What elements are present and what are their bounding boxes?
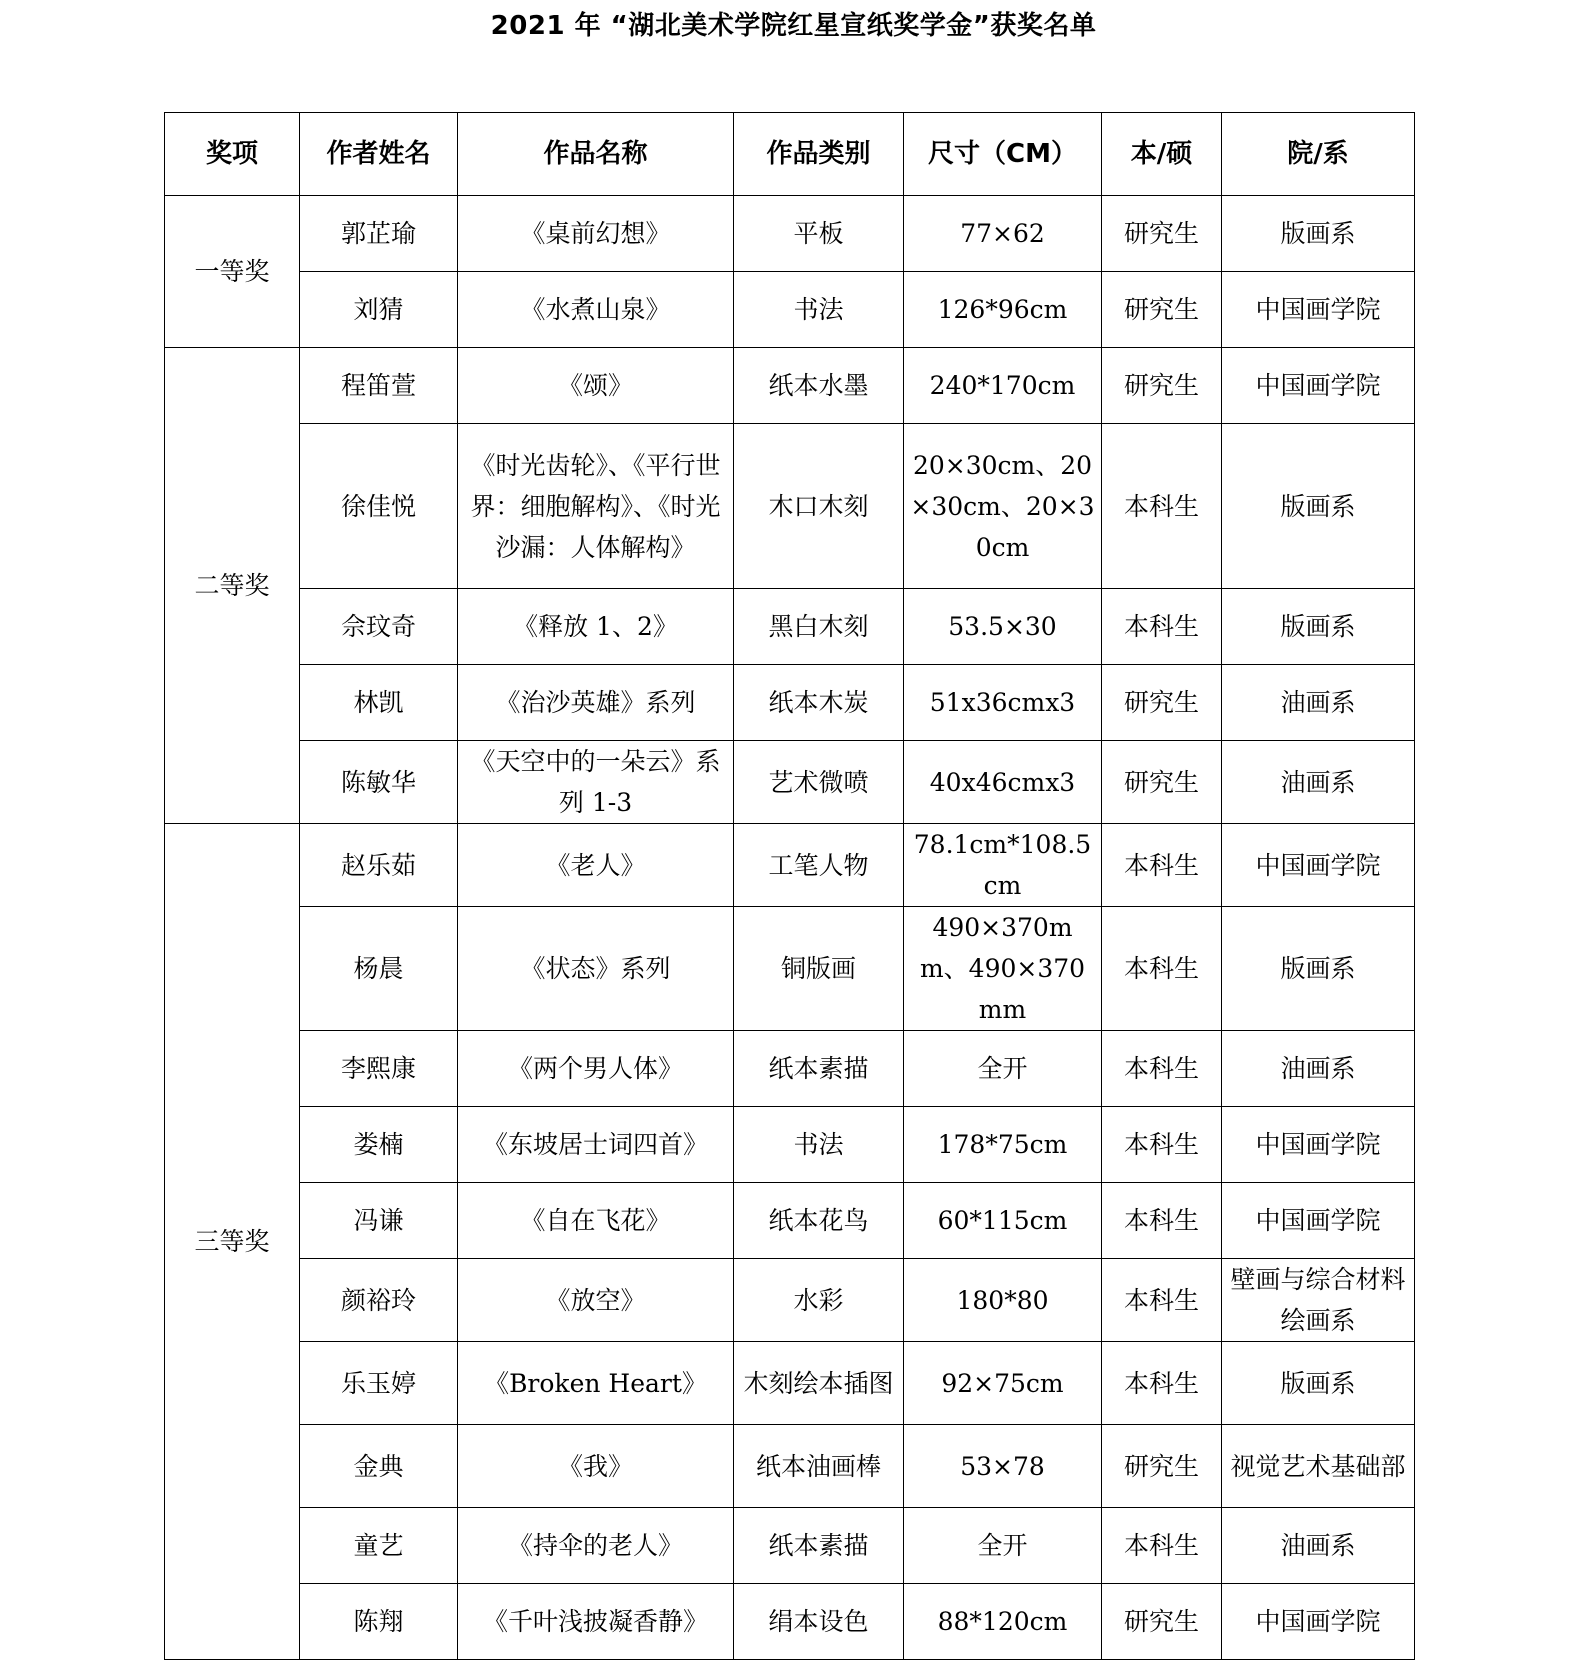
work-title-cell: 《我》 — [458, 1425, 734, 1508]
department-cell: 版画系 — [1222, 589, 1415, 665]
author-name-cell: 赵乐茹 — [300, 824, 458, 907]
degree-level-cell: 研究生 — [1102, 348, 1222, 424]
department-cell: 版画系 — [1222, 907, 1415, 1031]
size-cell: 180*80 — [904, 1259, 1102, 1342]
header-work-category: 作品类别 — [734, 113, 904, 196]
degree-level-cell: 本科生 — [1102, 1259, 1222, 1342]
work-category-cell: 纸本油画棒 — [734, 1425, 904, 1508]
degree-level-cell: 本科生 — [1102, 1508, 1222, 1584]
size-cell: 126*96cm — [904, 272, 1102, 348]
degree-level-cell: 本科生 — [1102, 589, 1222, 665]
work-category-cell: 书法 — [734, 272, 904, 348]
department-cell: 版画系 — [1222, 1342, 1415, 1425]
table-header-row — [165, 113, 1415, 196]
department-cell: 版画系 — [1222, 196, 1415, 272]
size-cell: 88*120cm — [904, 1584, 1102, 1660]
author-name-cell: 颜裕玲 — [300, 1259, 458, 1342]
size-cell: 240*170cm — [904, 348, 1102, 424]
work-category-cell: 水彩 — [734, 1259, 904, 1342]
table-row — [165, 589, 1415, 665]
author-name-cell: 徐佳悦 — [300, 424, 458, 589]
size-cell: 40x46cmx3 — [904, 741, 1102, 824]
work-title-cell: 《Broken Heart》 — [458, 1342, 734, 1425]
work-category-cell: 木刻绘本插图 — [734, 1342, 904, 1425]
award-level-cell: 三等奖 — [165, 824, 300, 1660]
table-row — [165, 272, 1415, 348]
department-cell: 壁画与综合材料绘画系 — [1222, 1259, 1415, 1342]
table-row — [165, 741, 1415, 824]
work-title-cell: 《水煮山泉》 — [458, 272, 734, 348]
header-author-name: 作者姓名 — [300, 113, 458, 196]
author-name-cell: 佘玟奇 — [300, 589, 458, 665]
table-row — [165, 424, 1415, 589]
work-title-cell: 《颂》 — [458, 348, 734, 424]
degree-level-cell: 本科生 — [1102, 907, 1222, 1031]
work-title-cell: 《放空》 — [458, 1259, 734, 1342]
work-category-cell: 艺术微喷 — [734, 741, 904, 824]
size-cell: 490×370mm、490×370mm — [904, 907, 1102, 1031]
award-level-cell: 一等奖 — [165, 196, 300, 348]
work-title-cell: 《天空中的一朵云》系列 1-3 — [458, 741, 734, 824]
header-degree-level: 本/硕 — [1102, 113, 1222, 196]
degree-level-cell: 本科生 — [1102, 424, 1222, 589]
degree-level-cell: 本科生 — [1102, 1031, 1222, 1107]
department-cell: 中国画学院 — [1222, 824, 1415, 907]
size-cell: 178*75cm — [904, 1107, 1102, 1183]
table-row — [165, 824, 1415, 907]
degree-level-cell: 研究生 — [1102, 272, 1222, 348]
header-award: 奖项 — [165, 113, 300, 196]
work-title-cell: 《千叶浅披凝香静》 — [458, 1584, 734, 1660]
degree-level-cell: 本科生 — [1102, 1342, 1222, 1425]
size-cell: 53.5×30 — [904, 589, 1102, 665]
work-category-cell: 书法 — [734, 1107, 904, 1183]
degree-level-cell: 研究生 — [1102, 196, 1222, 272]
degree-level-cell: 研究生 — [1102, 665, 1222, 741]
author-name-cell: 冯谦 — [300, 1183, 458, 1259]
work-title-cell: 《释放 1、2》 — [458, 589, 734, 665]
author-name-cell: 娄楠 — [300, 1107, 458, 1183]
degree-level-cell: 本科生 — [1102, 824, 1222, 907]
author-name-cell: 乐玉婷 — [300, 1342, 458, 1425]
work-title-cell: 《时光齿轮》、《平行世界：细胞解构》、《时光沙漏：人体解构》 — [458, 424, 734, 589]
work-title-cell: 《老人》 — [458, 824, 734, 907]
department-cell: 油画系 — [1222, 665, 1415, 741]
table-row — [165, 1259, 1415, 1342]
table-row — [165, 1342, 1415, 1425]
author-name-cell: 陈敏华 — [300, 741, 458, 824]
author-name-cell: 杨晨 — [300, 907, 458, 1031]
size-cell: 77×62 — [904, 196, 1102, 272]
work-title-cell: 《桌前幻想》 — [458, 196, 734, 272]
department-cell: 油画系 — [1222, 741, 1415, 824]
department-cell: 中国画学院 — [1222, 1584, 1415, 1660]
header-size: 尺寸（CM） — [904, 113, 1102, 196]
degree-level-cell: 研究生 — [1102, 1584, 1222, 1660]
degree-level-cell: 研究生 — [1102, 1425, 1222, 1508]
work-title-cell: 《持伞的老人》 — [458, 1508, 734, 1584]
size-cell: 51x36cmx3 — [904, 665, 1102, 741]
work-title-cell: 《两个男人体》 — [458, 1031, 734, 1107]
work-category-cell: 纸本素描 — [734, 1508, 904, 1584]
degree-level-cell: 本科生 — [1102, 1183, 1222, 1259]
department-cell: 版画系 — [1222, 424, 1415, 589]
table-row — [165, 907, 1415, 1031]
work-category-cell: 木口木刻 — [734, 424, 904, 589]
author-name-cell: 陈翔 — [300, 1584, 458, 1660]
table-row — [165, 1031, 1415, 1107]
author-name-cell: 郭芷瑜 — [300, 196, 458, 272]
work-category-cell: 纸本水墨 — [734, 348, 904, 424]
author-name-cell: 程笛萱 — [300, 348, 458, 424]
work-category-cell: 工笔人物 — [734, 824, 904, 907]
award-level-cell: 二等奖 — [165, 348, 300, 824]
size-cell: 78.1cm*108.5cm — [904, 824, 1102, 907]
work-title-cell: 《东坡居士词四首》 — [458, 1107, 734, 1183]
award-list-table — [164, 112, 1415, 1660]
degree-level-cell: 研究生 — [1102, 741, 1222, 824]
department-cell: 中国画学院 — [1222, 348, 1415, 424]
work-category-cell: 铜版画 — [734, 907, 904, 1031]
author-name-cell: 刘猜 — [300, 272, 458, 348]
table-row — [165, 348, 1415, 424]
work-title-cell: 《状态》系列 — [458, 907, 734, 1031]
work-category-cell: 纸本花鸟 — [734, 1183, 904, 1259]
size-cell: 60*115cm — [904, 1183, 1102, 1259]
work-category-cell: 纸本素描 — [734, 1031, 904, 1107]
header-department: 院/系 — [1222, 113, 1415, 196]
department-cell: 视觉艺术基础部 — [1222, 1425, 1415, 1508]
table-row — [165, 1183, 1415, 1259]
work-category-cell: 黑白木刻 — [734, 589, 904, 665]
table-row — [165, 1584, 1415, 1660]
author-name-cell: 童艺 — [300, 1508, 458, 1584]
work-category-cell: 纸本木炭 — [734, 665, 904, 741]
table-row — [165, 196, 1415, 272]
degree-level-cell: 本科生 — [1102, 1107, 1222, 1183]
size-cell: 全开 — [904, 1508, 1102, 1584]
author-name-cell: 林凯 — [300, 665, 458, 741]
department-cell: 中国画学院 — [1222, 1107, 1415, 1183]
author-name-cell: 金典 — [300, 1425, 458, 1508]
table-row — [165, 1508, 1415, 1584]
document-title: 2021 年 “湖北美术学院红星宣纸奖学金”获奖名单 — [490, 11, 1097, 41]
size-cell: 53×78 — [904, 1425, 1102, 1508]
size-cell: 92×75cm — [904, 1342, 1102, 1425]
author-name-cell: 李熙康 — [300, 1031, 458, 1107]
table-row — [165, 1425, 1415, 1508]
size-cell: 全开 — [904, 1031, 1102, 1107]
department-cell: 中国画学院 — [1222, 272, 1415, 348]
department-cell: 中国画学院 — [1222, 1183, 1415, 1259]
work-title-cell: 《自在飞花》 — [458, 1183, 734, 1259]
table-row — [165, 1107, 1415, 1183]
table-row — [165, 665, 1415, 741]
work-category-cell: 绢本设色 — [734, 1584, 904, 1660]
department-cell: 油画系 — [1222, 1508, 1415, 1584]
work-title-cell: 《治沙英雄》系列 — [458, 665, 734, 741]
department-cell: 油画系 — [1222, 1031, 1415, 1107]
header-work-title: 作品名称 — [458, 113, 734, 196]
work-category-cell: 平板 — [734, 196, 904, 272]
size-cell: 20×30cm、20×30cm、20×30cm — [904, 424, 1102, 589]
